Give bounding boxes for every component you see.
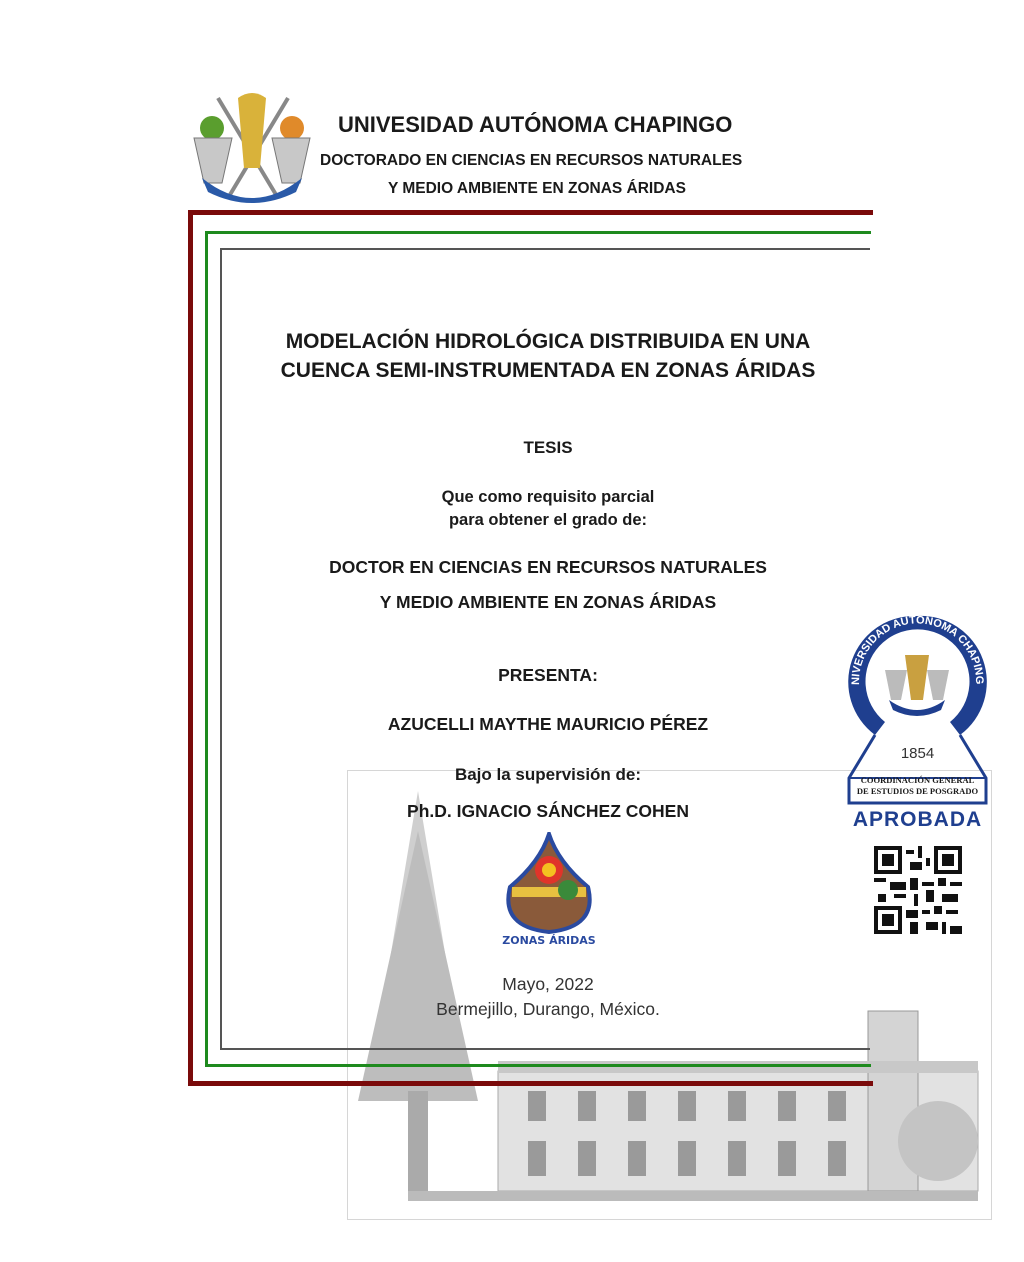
university-name: UNIVESIDAD AUTÓNOMA CHAPINGO xyxy=(338,112,733,137)
university-logo xyxy=(188,88,316,208)
approval-status: APROBADA xyxy=(852,808,983,831)
date: Mayo, 2022 xyxy=(502,974,594,994)
presents-label: PRESENTA: xyxy=(498,665,598,685)
thesis-title-line-1: MODELACIÓN HIDROLÓGICA DISTRIBUIDA EN UNA xyxy=(285,330,811,353)
requirement-line-2: para obtener el grado de: xyxy=(448,511,648,529)
seal-office-line-1: COORDINACIÓN GENERAL xyxy=(860,775,975,785)
svg-text:ZONAS ÁRIDAS: ZONAS ÁRIDAS xyxy=(502,934,596,947)
program-line-2: Y MEDIO AMBIENTE EN ZONAS ÁRIDAS xyxy=(388,180,686,197)
svg-text:UNIVERSIDAD AUTÓNOMA CHAPINGO: NIVERSIDAD AUTÓNOMA CHAPING xyxy=(849,614,986,686)
seal-office-line-2: DE ESTUDIOS DE POSGRADO xyxy=(856,786,979,796)
program-line-1: DOCTORADO EN CIENCIAS EN RECURSOS NATURALES xyxy=(320,152,743,169)
document-type: TESIS xyxy=(523,438,573,457)
place: Bermejillo, Durango, México. xyxy=(436,999,660,1019)
qr-code xyxy=(874,846,962,934)
supervision-label: Bajo la supervisión de: xyxy=(454,765,642,784)
degree-line-1: DOCTOR EN CIENCIAS EN RECURSOS NATURALES xyxy=(329,557,767,577)
zonas-aridas-logo xyxy=(498,832,600,947)
degree-line-2: Y MEDIO AMBIENTE EN ZONAS ÁRIDAS xyxy=(379,592,717,612)
author-name: AZUCELLI MAYTHE MAURICIO PÉREZ xyxy=(387,714,709,734)
seal-year: 1854 xyxy=(900,745,935,762)
requirement-line-1: Que como requisito parcial xyxy=(441,488,655,506)
supervisor-name: Ph.D. IGNACIO SÁNCHEZ COHEN xyxy=(407,801,689,821)
thesis-title-line-2: CUENCA SEMI-INSTRUMENTADA EN ZONAS ÁRIDAS xyxy=(280,359,816,382)
